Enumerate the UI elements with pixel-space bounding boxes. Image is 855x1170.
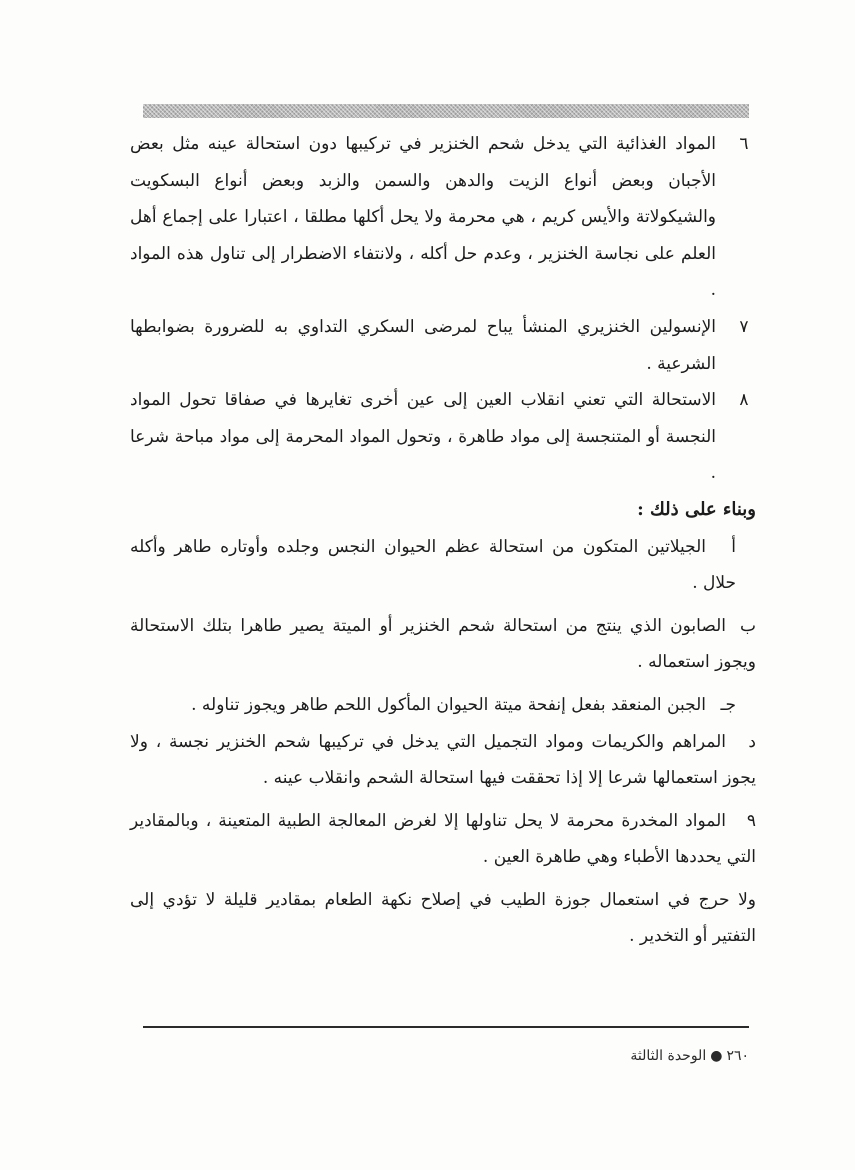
numbered-item-9 (130, 803, 756, 876)
item-number: ٩ (746, 810, 756, 831)
item-number: ٦ (739, 134, 749, 154)
item-letter: أ (731, 536, 736, 557)
item-letter: ب (739, 615, 756, 636)
item-text: الإنسولين الخنزيري المنشأ يباح لمرضى السكري التداوي به للضرورة بضوابطها الشرعية . (130, 316, 716, 374)
lettered-item-a (130, 529, 756, 602)
footer-rule (143, 1026, 749, 1028)
numbered-item-7 (130, 309, 756, 382)
item-text: الصابون الذي ينتج من استحالة شحم الخنزير أو الميتة يصير طاهرا بتلك الاستحالة ويجوز استعماله . (130, 615, 756, 673)
closing-paragraph: ولا حرج في استعمال جوزة الطيب في إصلاح نكهة الطعام بمقادير قليلة لا تؤدي إلى التفتير أو التخدير . (130, 889, 756, 947)
header-decorative-bar (143, 104, 749, 118)
item-letter: د (748, 731, 756, 752)
item-text: الجبن المنعقد بفعل إنفحة ميتة الحيوان المأكول اللحم طاهر ويجوز تناوله . (191, 694, 706, 715)
page-number: ٢٦٠ (726, 1048, 749, 1064)
item-text: المواد الغذائية التي يدخل شحم الخنزير في تركيبها دون استحالة عينه مثل بعض الأجبان وبعض أنواع الزيت والدهن والسمن والزبد وبعض أنواع البسكويت والشيكولاتة والأيس كريم ، هي محرمة ولا يحل أكلها مطلقا ، اعتبارا على إجماع أهل العلم على نجاسة الخنزير ، وعدم حل أكله ، ولانتفاء الاضطرار إلى تناول هذه المواد . (130, 134, 716, 301)
item-text: المواد المخدرة محرمة لا يحل تناولها إلا لغرض المعالجة الطبية المتعينة ، وبالمقادير التي يحددها الأطباء وهي طاهرة العين . (130, 810, 756, 868)
bullet-icon: ● (710, 1048, 723, 1064)
page-body (130, 126, 756, 955)
lettered-item-d (130, 724, 756, 797)
unit-title: الوحدة الثالثة (630, 1048, 707, 1064)
section-heading: وبناء على ذلك : (637, 498, 756, 520)
numbered-item-6 (130, 126, 756, 309)
item-text: المراهم والكريمات ومواد التجميل التي يدخل في تركيبها شحم الخنزير نجسة ، ولا يجوز استعمالها شرعا إلا إذا تحققت فيها استحالة الشحم وانقلاب عينه . (130, 731, 756, 789)
item-letter: جـ (720, 694, 736, 715)
lettered-item-c (130, 687, 756, 724)
item-text: الاستحالة التي تعني انقلاب العين إلى عين أخرى تغايرها في صفاقا تحول المواد النجسة أو المتنجسة إلى مواد طاهرة ، وتحول المواد المحرمة إلى مواد مباحة شرعا . (130, 390, 716, 484)
item-number: ٨ (739, 390, 749, 411)
item-number: ٧ (739, 316, 749, 337)
numbered-item-8 (130, 382, 756, 492)
page-footer (630, 1048, 749, 1064)
item-text: الجيلاتين المتكون من استحالة عظم الحيوان النجس وجلده وأوتاره طاهر وأكله حلال . (130, 536, 736, 594)
lettered-item-b (130, 608, 756, 681)
